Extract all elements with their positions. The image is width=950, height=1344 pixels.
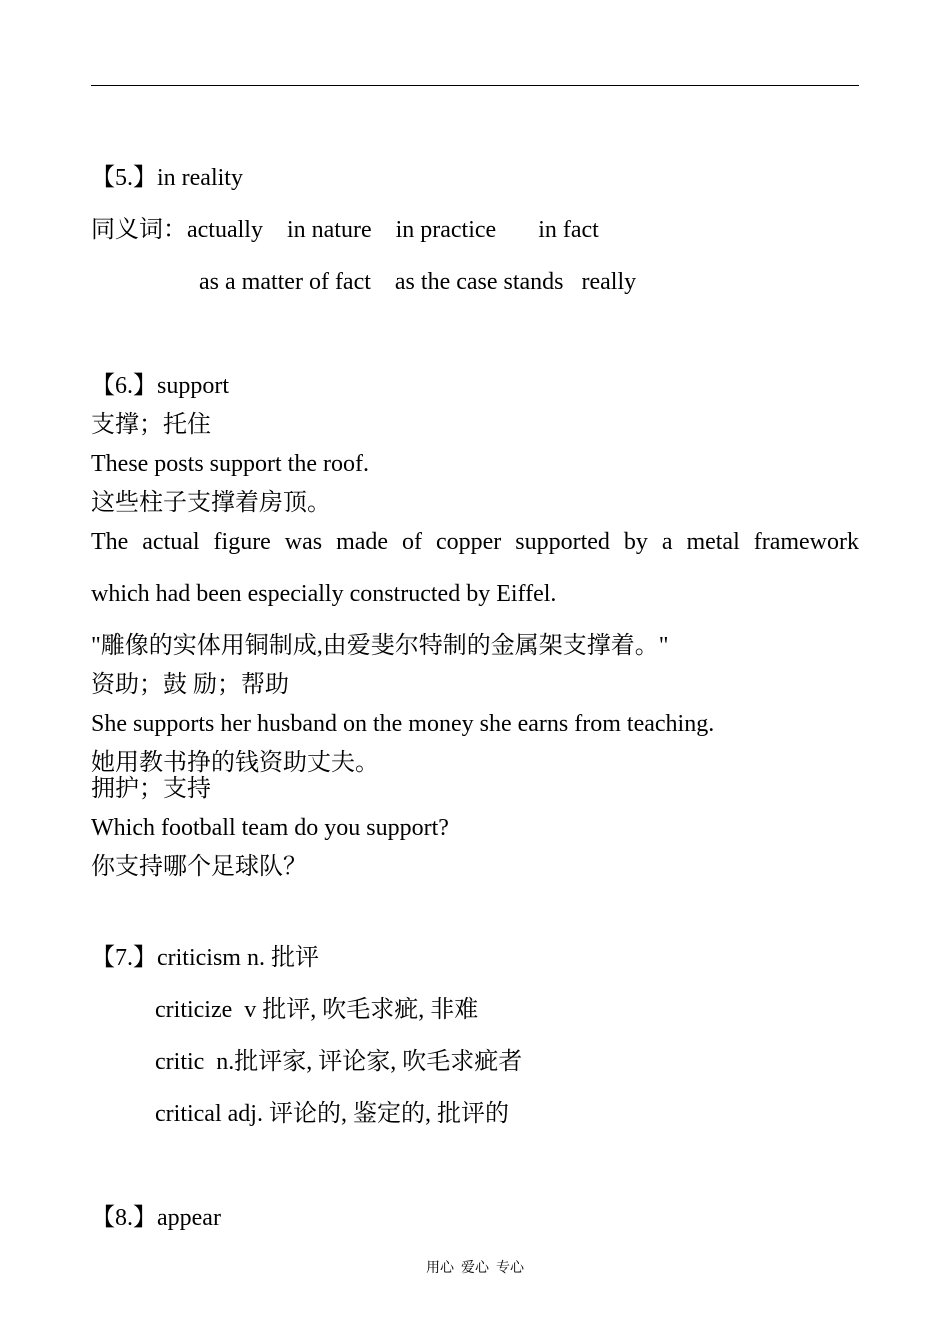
- section-6-example-2-en-line-2: which had been especially constructed by Eiffel.: [91, 581, 557, 607]
- section-6-sense-2: 资助；鼓 励；帮助: [91, 672, 289, 698]
- header-rule: [91, 85, 859, 86]
- section-6-sense-1: 支撑；托住: [91, 412, 211, 438]
- section-5-heading: 【5.】in reality: [91, 165, 243, 191]
- section-6-example-2-en-line-1: The actual figure was made of copper supported by a metal framework: [91, 529, 859, 555]
- section-7-item-critic: critic n.批评家, 评论家, 吹毛求疵者: [155, 1049, 523, 1075]
- section-6-example-4-en: Which football team do you support?: [91, 815, 449, 841]
- section-5-synonyms-line-2: as a matter of fact as the case stands really: [199, 269, 637, 295]
- section-6-example-3-en: She supports her husband on the money she earns from teaching.: [91, 711, 715, 737]
- section-7-item-criticize: criticize v 批评, 吹毛求疵, 非难: [155, 997, 479, 1023]
- section-6-example-1-en: These posts support the roof.: [91, 451, 369, 477]
- section-6-example-2-zh: "雕像的实体用铜制成,由爱斐尔特制的金属架支撑着。": [91, 633, 669, 659]
- section-6-heading: 【6.】support: [91, 373, 229, 399]
- section-6-example-1-zh: 这些柱子支撑着房顶。: [91, 490, 331, 516]
- section-5-synonyms-line-1: 同义词：actually in nature in practice in fact: [91, 217, 599, 243]
- section-6-example-3-zh: 她用教书挣的钱资助丈夫。: [91, 750, 379, 776]
- section-6-sense-3: 拥护；支持: [91, 776, 211, 802]
- section-6-example-4-zh: 你支持哪个足球队？: [91, 854, 307, 880]
- page-footer: 用心 爱心 专心: [426, 1261, 524, 1276]
- section-7-item-critical: critical adj. 评论的, 鉴定的, 批评的: [155, 1101, 509, 1127]
- section-7-heading: 【7.】criticism n. 批评: [91, 945, 319, 971]
- section-8-heading: 【8.】appear: [91, 1205, 221, 1231]
